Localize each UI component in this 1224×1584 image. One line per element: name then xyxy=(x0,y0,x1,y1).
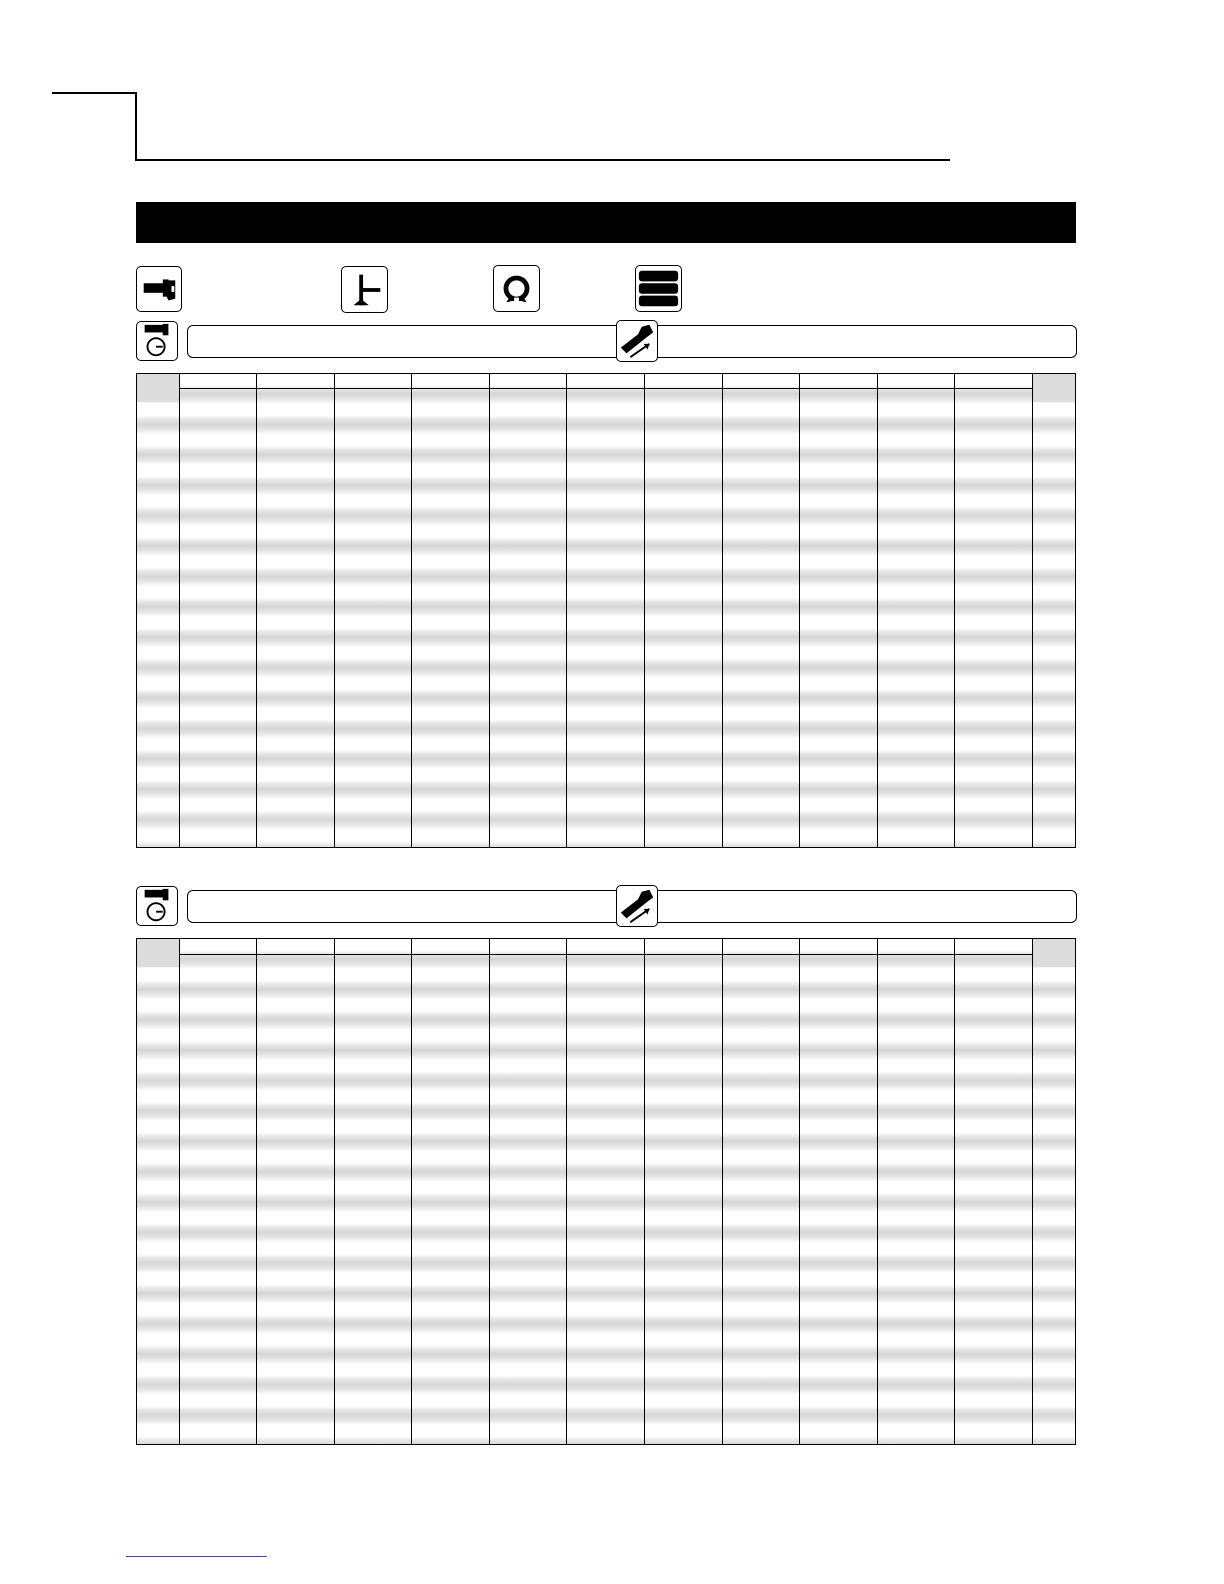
dumbbell-hand-icon xyxy=(136,266,182,312)
column-divider xyxy=(489,374,490,847)
column-divider xyxy=(722,939,723,1444)
row-label-header xyxy=(137,374,179,402)
column-divider xyxy=(566,374,567,847)
column-divider xyxy=(877,939,878,1444)
header-rule xyxy=(135,159,950,161)
column-divider xyxy=(334,374,335,847)
column-divider xyxy=(1032,374,1033,847)
notes-header xyxy=(1033,374,1075,402)
column-divider xyxy=(722,374,723,847)
notes-header xyxy=(1033,939,1075,967)
footer-link[interactable] xyxy=(126,1556,267,1557)
column-divider xyxy=(411,374,412,847)
column-divider xyxy=(179,939,180,1444)
column-divider xyxy=(334,939,335,1444)
column-divider xyxy=(877,374,878,847)
progression-arrow-icon xyxy=(616,320,658,362)
column-header-rule xyxy=(179,954,1033,955)
column-header-rule xyxy=(179,388,1033,389)
workout-log-table[interactable] xyxy=(136,373,1076,848)
column-divider xyxy=(799,939,800,1444)
column-divider xyxy=(644,374,645,847)
workout-log-table[interactable] xyxy=(136,938,1076,1445)
column-divider xyxy=(566,939,567,1444)
corner-frame-top xyxy=(52,92,137,94)
column-divider xyxy=(799,374,800,847)
stacked-plates-icon xyxy=(635,265,682,312)
column-divider xyxy=(954,374,955,847)
incline-bench-icon xyxy=(341,266,388,313)
column-divider xyxy=(179,374,180,847)
column-divider xyxy=(1032,939,1033,1444)
corner-frame-left xyxy=(135,92,137,161)
column-divider xyxy=(256,939,257,1444)
column-divider xyxy=(256,374,257,847)
row-label-header xyxy=(137,939,179,967)
rest-timer-icon xyxy=(136,886,178,926)
column-divider xyxy=(489,939,490,1444)
rest-timer-icon xyxy=(136,321,178,361)
progression-arrow-icon xyxy=(616,885,658,927)
rotation-cycle-icon xyxy=(493,265,540,312)
column-divider xyxy=(411,939,412,1444)
column-divider xyxy=(644,939,645,1444)
title-bar xyxy=(136,202,1076,243)
column-divider xyxy=(954,939,955,1444)
